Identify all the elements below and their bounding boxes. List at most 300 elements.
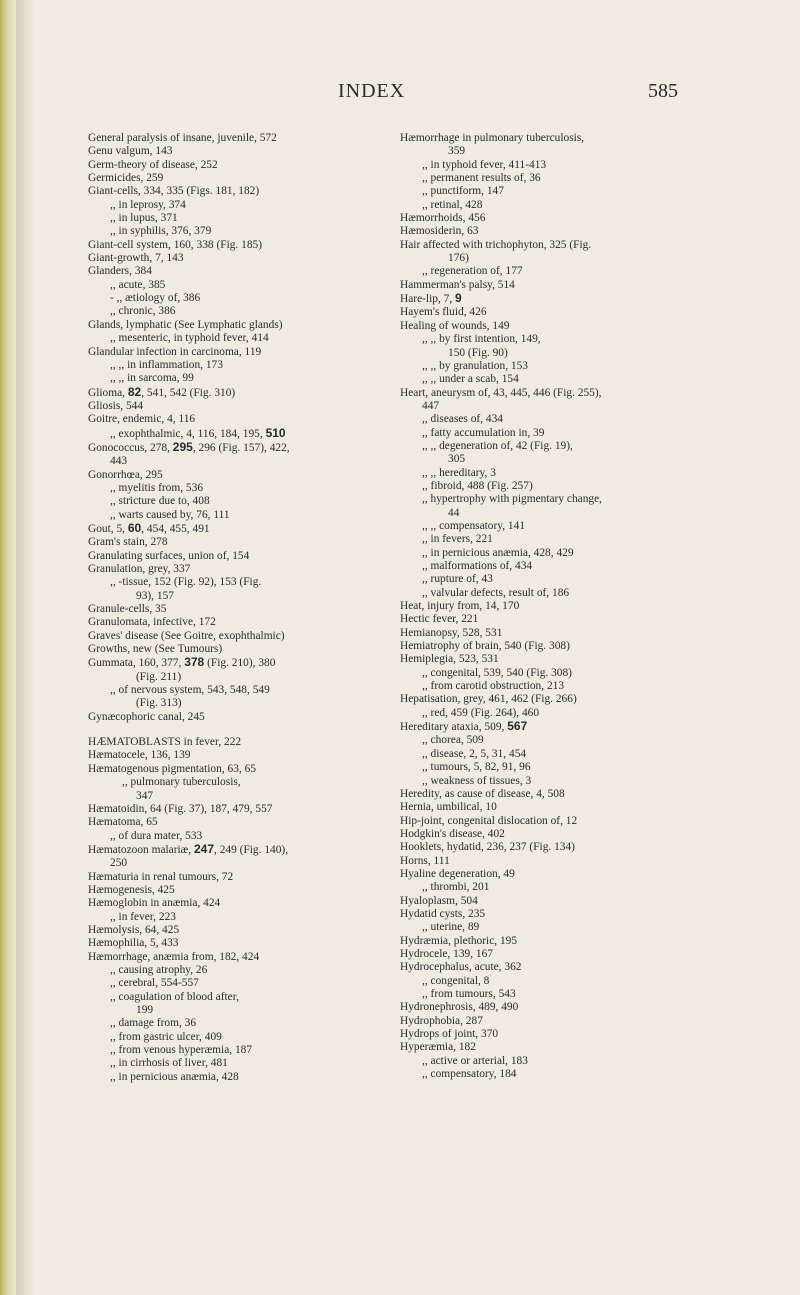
index-entry [400,1055,700,1068]
index-entry [400,761,700,774]
index-entry-text: Hydrocephalus, acute, 362 [400,961,522,974]
index-entry [400,961,700,974]
index-entry [400,908,700,921]
index-entry [400,172,700,185]
index-entry [400,988,700,1001]
index-entry [88,469,378,482]
index-entry-text: Germ-theory of disease, 252 [88,158,218,171]
index-entry-text: Hæmorrhage, anæmia from, 182, 424 [88,950,260,963]
index-entry-text: ,, weakness of tissues, 3 [422,774,532,787]
index-entry [88,871,378,884]
index-entry-text: Hydrops of joint, 370 [400,1028,499,1041]
index-entry-text: Hair affected with trichophyton, 325 (Fig. [400,238,592,251]
index-entry [400,427,700,440]
index-entry-text: ,, fatty accumulation in, 39 [422,426,545,439]
index-entry-text: 359 [448,145,466,158]
index-entry-bold-page: 378 [184,655,205,670]
index-entry-text: ,, in syphilis, 376, 379 [110,225,212,238]
index-entry [88,911,378,924]
index-entry [400,333,700,346]
index-entry-rest: , 454, 455, 491 [141,522,210,535]
index-entry-text: Hammerman's palsy, 514 [400,278,515,291]
index-entry-text: ,, ,, by granulation, 153 [422,359,528,372]
index-entry-text: Hydronephrosis, 489, 490 [400,1001,519,1014]
index-entry [88,252,378,265]
index-entry-text: Hyaline degeneration, 49 [400,867,515,880]
index-entry [400,707,700,720]
index-entry-text: Granule-cells, 35 [88,603,167,616]
index-entry-text: ,, tumours, 5, 82, 91, 96 [422,761,531,774]
index-entry-text: ,, fibroid, 488 (Fig. 257) [422,479,533,492]
index-entry-text: HÆMATOBLASTS in fever, 222 [88,736,242,749]
index-entry-text: Hæmatocele, 136, 139 [88,749,191,762]
index-entry-rest: (Fig. 210), 380 [204,657,276,670]
index-entry [400,587,700,600]
index-entry-text: Hepatisation, grey, 461, 462 (Fig. 266) [400,693,577,706]
index-entry [88,790,378,803]
index-entry-text: ,, thrombi, 201 [422,881,490,894]
index-entry-text: Hydrophobia, 287 [400,1014,483,1027]
index-entry-text: ,, regeneration of, 177 [422,265,523,278]
index-entry [400,573,700,586]
index-entry-text: ,, myelitis from, 536 [110,481,204,494]
index-entry-text: Hæmaturia in renal tumours, 72 [88,870,234,883]
index-entry [88,977,378,990]
index-entry-text: Hare-lip, 7, [400,293,456,306]
index-entry [400,613,700,626]
index-entry [88,924,378,937]
index-entry-text: Gonococcus, 278, [88,441,173,454]
index-entry [400,841,700,854]
index-entry-text: ,, active or arterial, 183 [422,1054,528,1067]
index-entry-text: (Fig. 313) [136,697,182,710]
index-entry-text: ,, disease, 2, 5, 31, 454 [422,747,527,760]
index-entry [400,533,700,546]
index-entry-text: Granulation, grey, 337 [88,563,191,575]
index-entry-text: ,, in typhoid fever, 411-413 [422,158,547,171]
index-entry [400,975,700,988]
index-entry-text: General paralysis of insane, juvenile, 572 [88,132,277,144]
index-entry-text: Gout, 5, [88,522,128,535]
index-entry [88,1017,378,1030]
index-entry [88,132,378,145]
index-entry [88,359,378,372]
index-entry [88,1057,378,1070]
index-entry-text: ,, in lupus, 371 [110,212,178,225]
index-entry [400,640,700,653]
index-entry [88,964,378,977]
index-entry-text: Hæmatogenous pigmentation, 63, 65 [88,762,256,775]
index-entry-text: Hæmoglobin in anæmia, 424 [88,897,221,910]
index-entry [88,857,378,870]
index-entry [88,482,378,495]
index-entry-text: Hæmatozoon malariæ, [88,843,194,856]
index-entry-text: Granulating surfaces, union of, 154 [88,549,250,562]
index-entry-text: ,, in leprosy, 374 [110,198,186,211]
index-entry-text: Granulomata, infective, 172 [88,616,216,629]
index-entry-text: ,, punctiform, 147 [422,185,504,198]
index-entry-text: 93), 157 [136,589,174,602]
index-entry [400,279,700,292]
index-entry-text: Hodgkin's disease, 402 [400,827,505,840]
index-entry-text: 443 [110,455,128,468]
index-entry-text: Hooklets, hydatid, 236, 237 (Fig. 134) [400,841,575,854]
index-entry [88,736,378,749]
index-entry-text: ,, warts caused by, 76, 111 [110,508,230,521]
index-entry-text: Hernia, umbilical, 10 [400,801,497,814]
index-entry-text: Horns, 111 [400,854,450,867]
index-entry [88,697,378,710]
index-entry-text: ,, congenital, 539, 540 (Fig. 308) [422,666,572,679]
index-entry [400,667,700,680]
index-entry-text: Hæmatoma, 65 [88,816,158,829]
index-entry-bold-page: 82 [127,384,142,399]
index-entry [88,843,378,857]
index-entry [88,937,378,950]
index-entry [400,265,700,278]
index-entry-text: 305 [448,453,466,466]
index-entry-bold-page: 510 [265,425,286,440]
index-entry-text: ,, damage from, 36 [110,1017,197,1030]
index-entry [88,225,378,238]
index-entry [88,199,378,212]
index-entry [400,1041,700,1054]
index-entry-text: ,, in pernicious anæmia, 428 [110,1070,239,1083]
gutter-shadow [16,0,34,1295]
index-entry [88,495,378,508]
index-entry-text: ,, from carotid obstruction, 213 [422,680,565,693]
index-entry-text: ,, ,, in inflammation, 173 [110,358,223,371]
page-number: 585 [648,80,678,102]
index-entry [88,616,378,629]
index-entry [88,749,378,762]
index-entry [400,680,700,693]
index-entry [400,225,700,238]
index-entry-text: Gynæcophoric canal, 245 [88,710,205,723]
index-entry [400,560,700,573]
index-entry-text: ,, -tissue, 152 (Fig. 92), 153 (Fig. [110,576,262,589]
index-entry-text: Heart, aneurysm of, 43, 445, 446 (Fig. 255), [400,386,602,399]
index-entry [400,895,700,908]
index-entry-text: ,, in fever, 223 [110,910,176,923]
index-entry [400,440,700,453]
index-entry-text: ,, ,, under a scab, 154 [422,373,519,386]
index-entry-text: ,, causing atrophy, 26 [110,963,208,976]
index-entry [88,816,378,829]
index-entry-rest: , 296 (Fig. 157), 422, [192,441,290,454]
index-entry-text: Hæmogenesis, 425 [88,883,175,896]
index-entry [88,630,378,643]
index-entry-text: Giant-cells, 334, 335 (Figs. 181, 182) [88,185,260,198]
index-entry-text: ,, ,, degeneration of, 42 (Fig. 19), [422,439,573,452]
index-entry-text: ,, from gastric ulcer, 409 [110,1030,222,1043]
index-entry-text: ,, diseases of, 434 [422,413,503,426]
index-entry [88,319,378,332]
index-entry-text: ,, stricture due to, 408 [110,495,210,508]
index-entry [88,522,378,536]
index-entry-text: Goitre, endemic, 4, 116 [88,413,196,426]
index-entry-text: ,, cerebral, 554-557 [110,977,199,990]
book-spine-edge [0,0,16,1295]
index-entry [400,775,700,788]
index-entry-text: Glandular infection in carcinoma, 119 [88,345,262,358]
index-entry-text: ,, compensatory, 184 [422,1068,517,1081]
index-entry-text: ,, valvular defects, result of, 186 [422,586,570,599]
index-entry-text: ,, mesenteric, in typhoid fever, 414 [110,332,269,345]
index-entry [400,1068,700,1081]
index-entry [400,212,700,225]
index-entry [400,360,700,373]
index-entry-text: Glioma, [88,386,128,399]
index-entry [400,881,700,894]
index-entry [88,292,378,305]
index-entry [400,921,700,934]
index-entry [88,305,378,318]
index-entry-text: 44 [448,506,460,519]
index-entry-text: Genu valgum, 143 [88,145,173,158]
index-entry-text: ,, ,, by first intention, 149, [422,333,541,346]
index-entry-text: ,, of nervous system, 543, 548, 549 [110,684,270,697]
index-entry [88,159,378,172]
index-entry-text: Graves' disease (See Goitre, exophthalmic) [88,629,285,642]
index-entry-text: 347 [136,789,154,802]
index-entry [400,855,700,868]
index-entry [88,185,378,198]
index-entry-text: ,, of dura mater, 533 [110,829,203,842]
index-entry [88,239,378,252]
index-entry-text: Giant-cell system, 160, 338 (Fig. 185) [88,238,263,251]
index-entry [400,159,700,172]
index-entry-text: Hemiatrophy of brain, 540 (Fig. 308) [400,640,570,653]
index-entry [400,145,700,158]
index-entry-text: Hip-joint, congenital dislocation of, 12 [400,814,578,827]
index-entry-text: ,, ,, hereditary, 3 [422,466,496,479]
index-entry [88,212,378,225]
index-entry [400,1001,700,1014]
index-entry [88,563,378,576]
index-entry-text: Hayem's fluid, 426 [400,306,487,319]
index-entry [88,265,378,278]
index-entry-text: ,, in cirrhosis of liver, 481 [110,1057,228,1070]
index-entry-text: ,, from tumours, 543 [422,988,516,1000]
index-entry [88,897,378,910]
index-entry [88,576,378,589]
index-entry [88,884,378,897]
index-entry [88,603,378,616]
index-entry [400,320,700,333]
index-entry [88,279,378,292]
index-entry [88,1031,378,1044]
index-entry-text: ,, coagulation of blood after, [110,990,239,1003]
index-entry [400,520,700,533]
index-entry [400,1028,700,1041]
index-entry [88,413,378,426]
index-entry [400,400,700,413]
index-entry-text: Hydatid cysts, 235 [400,907,486,920]
index-entry-text: Hæmosiderin, 63 [400,225,479,238]
running-head [0,80,800,110]
index-entry-text: Healing of wounds, 149 [400,319,510,332]
index-entry [88,656,378,670]
index-entry [400,547,700,560]
index-entry-text: 250 [110,857,128,870]
index-entry-text: Growths, new (See Tumours) [88,643,223,656]
index-entry [88,590,378,603]
index-entry [88,332,378,345]
index-entry-text: Hectic fever, 221 [400,613,479,626]
index-entry [88,830,378,843]
index-entry [400,132,700,145]
index-entry-text: ,, in pernicious anæmia, 428, 429 [422,546,574,559]
index-entry-text: Hydrocele, 139, 167 [400,947,493,960]
index-entry-text: Hæmolysis, 64, 425 [88,923,180,936]
index-entry [88,400,378,413]
index-entry-text: ,, malformations of, 434 [422,560,533,572]
index-entry-text: Hæmatoidin, 64 (Fig. 37), 187, 479, 557 [88,802,273,815]
index-entry [400,868,700,881]
index-entry-text: Hydræmia, plethoric, 195 [400,934,518,947]
index-entry [88,386,378,400]
index-entry [400,387,700,400]
index-entry [400,801,700,814]
index-entry [400,413,700,426]
index-entry [88,536,378,549]
index-entry [400,453,700,466]
index-entry-text: Hyaloplasm, 504 [400,894,478,907]
index-entry [400,467,700,480]
index-entry [88,711,378,724]
index-entry [88,991,378,1004]
index-entry-text: Hemiplegia, 523, 531 [400,653,499,666]
index-entry-text: Gonorrhœa, 295 [88,468,163,481]
index-entry-text: ,, permanent results of, 36 [422,172,541,185]
index-entry-text: ,, from venous hyperæmia, 187 [110,1044,253,1057]
index-entry [88,951,378,964]
index-entry [400,653,700,666]
index-entry-text: Glanders, 384 [88,265,152,278]
index-entry-bold-page: 60 [127,520,142,535]
index-entry [400,627,700,640]
index-entry-text: (Fig. 211) [136,670,182,683]
index-entry-text: ,, pulmonary tuberculosis, [122,776,241,789]
index-entry [88,684,378,697]
index-entry [88,441,378,455]
index-entry-text: Heat, injury from, 14, 170 [400,600,520,613]
index-entry [400,1015,700,1028]
index-entry-text: Hæmophilia, 5, 433 [88,937,179,950]
index-entry [88,372,378,385]
index-entry-text: 447 [422,399,440,412]
index-entry-text: ,, chorea, 509 [422,734,484,747]
index-entry-text: ,, retinal, 428 [422,198,483,211]
index-entry [400,734,700,747]
index-entry-text: ,, ,, in sarcoma, 99 [110,372,194,385]
index-column-left [88,132,378,1084]
index-entry-text: 199 [136,1004,154,1016]
index-entry-text: ,, ,, compensatory, 141 [422,519,526,532]
index-entry [400,815,700,828]
index-entry-text: Gummata, 160, 377, [88,657,185,670]
index-entry [88,550,378,563]
index-column-right [400,132,700,1081]
index-entry-text: ,, acute, 385 [110,278,166,291]
index-entry-rest: , 541, 542 (Fig. 310) [141,386,236,399]
index-entry-text: 150 (Fig. 90) [448,346,508,359]
index-entry [88,643,378,656]
index-entry-text: ,, in fevers, 221 [422,533,493,546]
index-entry-bold-page: 247 [193,841,215,856]
index-entry [400,199,700,212]
index-entry-bold-page: 295 [172,439,193,454]
index-entry-text: ,, uterine, 89 [422,921,480,934]
index-entry [88,803,378,816]
index-entry [400,292,700,306]
index-entry-text: ,, red, 459 (Fig. 264), 460 [422,706,540,719]
index-entry [400,185,700,198]
index-entry [400,507,700,520]
index-entry [400,347,700,360]
index-entry [400,935,700,948]
index-entry-text: ,, congenital, 8 [422,974,490,987]
index-entry [400,948,700,961]
index-entry [400,600,700,613]
index-entry [88,509,378,522]
index-entry [400,788,700,801]
index-entry-text: Germicides, 259 [88,172,164,185]
index-entry-bold-page: 567 [507,719,528,734]
index-entry-text: 176) [448,252,469,265]
index-entry-text: Gliosis, 544 [88,399,144,412]
index-entry-text: ,, chronic, 386 [110,305,176,318]
index-entry-text: ,, hypertrophy with pigmentary change, [422,493,602,506]
index-entry-text: Giant-growth, 7, 143 [88,252,184,265]
page-title: INDEX [338,80,406,102]
index-entry [88,776,378,789]
index-entry [88,1071,378,1084]
index-entry-text: ,, rupture of, 43 [422,573,493,586]
index-entry-text: Gram's stain, 278 [88,536,168,549]
index-entry [400,480,700,493]
index-entry [400,693,700,706]
index-entry-text: ,, exophthalmic, 4, 116, 184, 195, [110,427,266,440]
index-entry-bold-page: 9 [455,291,462,306]
index-entry [88,346,378,359]
index-entry [88,455,378,468]
index-entry [88,145,378,158]
index-entry-text: - ,, ætiology of, 386 [110,292,201,305]
index-entry-text: Hæmorrhage in pulmonary tuberculosis, [400,132,585,144]
index-entry [88,427,378,441]
index-entry [88,1004,378,1017]
index-entry [88,671,378,684]
index-entry [88,1044,378,1057]
index-entry [400,720,700,734]
index-entry [400,252,700,265]
index-entry-text: Heredity, as cause of disease, 4, 508 [400,787,565,800]
index-entry-text: Hemianopsy, 528, 531 [400,626,503,639]
index-entry-text: Glands, lymphatic (See Lymphatic glands) [88,318,283,331]
index-entry-text: Hæmorrhoids, 456 [400,212,486,225]
index-entry [400,748,700,761]
index-entry [400,306,700,319]
index-entry [400,493,700,506]
index-entry [400,373,700,386]
index-entry [88,172,378,185]
index-entry [400,828,700,841]
index-entry-text: Hyperæmia, 182 [400,1041,476,1054]
index-entry [88,763,378,776]
index-entry-rest: , 249 (Fig. 140), [214,843,289,856]
